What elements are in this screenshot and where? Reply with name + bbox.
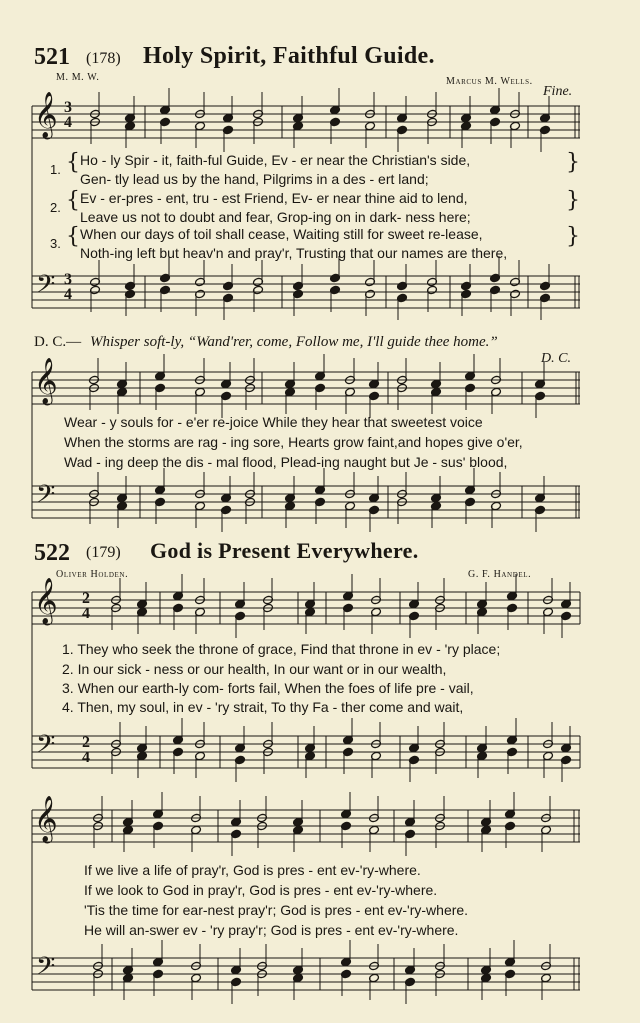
treble-clef-icon: 𝄞 — [34, 92, 58, 138]
verse-number: 1. — [50, 162, 61, 177]
hymn-521-lyricist: M. M. W. — [56, 72, 100, 83]
verse-brace: } — [566, 188, 580, 213]
lyric-line: 3. When our earth-ly com- forts fail, When the foes of life pre - vail, — [62, 680, 474, 696]
verse-brace: { — [66, 150, 80, 175]
lyric-line: 1. They who seek the throne of grace, Find that throne in ev - 'ry place; — [62, 641, 501, 657]
hymn-521-ref: (178) — [86, 50, 121, 67]
lyric-line: Gen- tly lead us by the hand, Pilgrims in a des - ert land; — [80, 171, 429, 187]
lyric-line: 2. In our sick - ness or our health, In our want or in our wealth, — [62, 661, 447, 677]
lyric-line: Ev - er-pres - ent, tru - est Friend, Ev- er near thine aid to lend, — [80, 190, 468, 206]
verse-brace: } — [566, 150, 580, 175]
treble-clef-icon: 𝄞 — [34, 358, 58, 404]
time-signature: 3 4 — [64, 271, 72, 303]
dc-label: D. C.— — [34, 334, 82, 350]
lyric-line: Wad - ing deep the dis - mal flood, Plead-ing naught but Je - sus' blood, — [64, 454, 508, 470]
verse-number: 3. — [50, 236, 61, 251]
dc-mark: D. C. — [541, 351, 571, 366]
hymn-522-ref: (179) — [86, 544, 121, 561]
hymn-522-composer: G. F. Handel. — [468, 569, 532, 580]
bass-clef-icon: 𝄢 — [36, 270, 56, 305]
verse-brace: { — [66, 224, 80, 249]
lyric-line: 4. Then, my soul, in ev - 'ry strait, To thy Fa - ther come and wait, — [62, 699, 464, 715]
hymn-522-title: God is Present Everywhere. — [150, 538, 419, 563]
treble-clef-icon: 𝄞 — [34, 578, 58, 624]
bass-clef-icon: 𝄢 — [36, 730, 56, 765]
hymn-521-composer: Marcus M. Wells. — [446, 76, 533, 87]
verse-number: 2. — [50, 200, 61, 215]
lyric-line: When the storms are rag - ing sore, Hearts grow faint,and hopes give o'er, — [64, 434, 523, 450]
hymn-522-number: 522 — [34, 540, 70, 566]
hymn-521-title: Holy Spirit, Faithful Guide. — [143, 43, 435, 69]
lyric-line: If we look to God in pray'r, God is pres - ent ev-'ry-where. — [84, 882, 438, 898]
lyric-line: If we live a life of pray'r, God is pres - ent ev-'ry-where. — [84, 862, 421, 878]
lyric-line: Ho - ly Spir - it, faith-ful Guide, Ev - er near the Christian's side, — [80, 152, 471, 168]
verse-brace: { — [66, 188, 80, 213]
hymn-522-lyricist: Oliver Holden. — [56, 569, 129, 580]
lyric-line: Leave us not to doubt and fear, Grop-ing on in dark- ness here; — [80, 209, 471, 225]
fine-mark: Fine. — [543, 84, 573, 99]
time-signature: 3 4 — [64, 99, 72, 131]
time-signature: 2 4 — [82, 590, 90, 622]
bass-clef-icon: 𝄢 — [36, 480, 56, 515]
lyric-line: When our days of toil shall cease, Waiting still for sweet re-lease, — [80, 226, 483, 242]
staff-522-2-treble — [32, 810, 580, 842]
verse-brace: } — [566, 224, 580, 249]
time-signature: 2 4 — [82, 734, 90, 766]
dc-text: Whisper soft-ly, “Wand'rer, come, Follow me, I'll guide thee home.” — [90, 334, 498, 350]
bass-clef-icon: 𝄢 — [36, 952, 56, 987]
treble-clef-icon: 𝄞 — [34, 796, 58, 842]
staff-522-2-bass — [32, 958, 580, 990]
hymn-521-number: 521 — [34, 44, 70, 70]
lyric-line: Noth-ing left but heav'n and pray'r, Trusting that our names are there, — [80, 245, 508, 261]
lyric-line: He will an-swer ev - 'ry pray'r; God is pres - ent ev-'ry-where. — [84, 922, 459, 938]
lyric-line: Wear - y souls for - e'er re-joice While they hear that sweetest voice — [64, 414, 483, 430]
lyric-line: 'Tis the time for ear-nest pray'r; God is pres - ent ev-'ry-where. — [84, 902, 469, 918]
barlines-521-1 — [145, 106, 579, 308]
